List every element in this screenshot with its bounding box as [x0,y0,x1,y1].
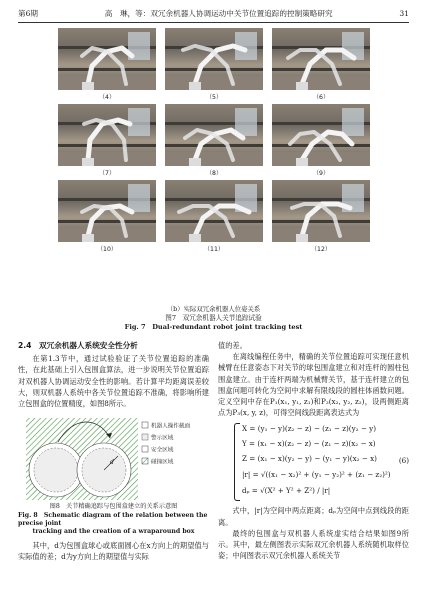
warn-circle-left [34,448,78,492]
figure8-svg [18,412,209,502]
photo-cell [165,28,263,103]
photo-cell [58,28,156,103]
legend-label-safe: 安全区域 [151,447,174,454]
photo-label: （7） [98,170,116,177]
equation-brace [234,423,240,501]
legend-swatch-collision [142,458,148,464]
legend-swatch-warning [142,434,148,440]
figure7-caption [0,314,427,332]
photo-row [58,28,370,103]
issue-number: 第6期 [18,8,39,18]
right-paragraph-3: 最终的包围盒与双机器人系统虚实结合结果如图9所示。其中，最左侧图表示实际双冗余机器人系统随机取样位姿；中间图表示双冗余机器人系统关节 [218,528,409,561]
figure7-caption-en: Fig. 7 Dual-redundant robot joint tracking test [124,323,303,331]
section-heading: 2.4 双冗余机器人系统安全性分析 [18,341,138,350]
photo-cell [165,104,263,179]
robot-pose-photo [165,28,263,90]
robot-pose-photo [272,104,370,166]
legend-swatch-section [142,422,148,428]
robot-pose-photo [58,28,156,90]
equation-number: (6) [398,456,409,466]
photo-label: （6） [312,94,330,101]
figure7-subcaption: （b）实际双冗余机器人位姿关系 [166,305,261,313]
robot-pose-photo [165,180,263,242]
photo-cell [272,104,370,179]
photo-cell [272,28,370,103]
figure7-caption-cn: 图7 双冗余机器人关节追踪试验 [165,314,262,322]
photo-cell [58,180,156,255]
running-title: 高 琳，等：双冗余机器人协调运动中关节位置追踪的控制策略研究 [104,8,333,18]
section-paragraph-2: 其中，d为包围盒球心或底面圆心在x方向上的期望值与实际值的差；d为y方向上的期望值与实际 [18,540,209,562]
equation-r: |r| = √((x₁ − x₂)² + (y₁ − y₂)² + (z₁ − z₂)²) [242,470,391,480]
robot-pose-photo [58,180,156,242]
section-paragraph-1: 在第1.3节中，通过试验验证了关节位置追踪的准确性，在此基础上引入包围盒算法，进一步说明关节位置追踪对双机器人协调运动安全性的影响。若计算平均距离误差较大，则双机器人系统中各关节位置追踪不准确，将影响所建立包围盒的位置精度，如图8所示。 [18,354,209,409]
photo-label: （9） [312,170,330,177]
photo-cell [58,104,156,179]
figure8-caption-cn: 图8 关节精确追踪与包围盒建立的关系示意图 [49,503,178,511]
equation-dp: dₚ = √(X² + Y² + Z²) / |r| [242,486,331,496]
equation-x: X = (y₁ − y)(z₂ − z) − (z₁ − z)(y₂ − y) [242,424,377,434]
right-paragraph-1: 在离线编程任务中，精确的关节位置追踪可实现任意机械臂在任意姿态下对关节的球包围盒建立和对连杆的圆柱包围盒建立。由于连杆两端为机械臂关节，基于连杆建立的包围盒问题可转化为空间中求解有限线段的圆柱体函数问题。定义空间中存在P₁(x₁, y₁, z₁)和P₂(x₂, y₂, z₂)，设两侧距离点为P₃(x, y, z)，可得空间线段距离表达式为 [218,352,409,418]
figure7-photo-grid [58,28,370,256]
running-header [18,6,409,23]
legend-swatch-safe [142,446,148,452]
equation-block [218,421,409,503]
legend-label-section: 机器人操作截面 [151,423,191,430]
photo-label: （11） [203,246,225,253]
figure8-caption-en-2: tracking and the creation of a wraparound box [32,528,195,536]
photo-label: （5） [205,94,223,101]
photo-label: （10） [96,246,118,253]
radius-label: d [110,459,114,467]
photo-cell [165,180,263,255]
figure8-diagram [18,412,209,502]
legend-label-collision: 碰撞区域 [151,459,174,466]
equation-z: Z = (x₁ − x)(y₂ − y) − (y₁ − y)(x₂ − x) [242,454,377,464]
right-paragraph-2: 式中，|r|为空间中两点距离；dₚ为空间中点到线段的距离。 [218,506,409,527]
robot-pose-photo [272,28,370,90]
legend-label-warning: 警示区域 [151,435,174,442]
robot-pose-photo [165,104,263,166]
figure8-caption [18,503,209,537]
left-column [18,340,209,562]
photo-label: （8） [205,170,223,177]
photo-cell [272,180,370,255]
photo-row [58,180,370,255]
right-column [218,340,409,561]
robot-pose-photo [58,104,156,166]
right-para-start: 值的差。 [218,341,247,350]
figure8-caption-en-1: Fig. 8 Schematic diagram of the relation between the precise joint [18,511,208,528]
photo-label: （4） [98,94,116,101]
page-number: 31 [399,8,409,18]
robot-pose-photo [272,180,370,242]
photo-row [58,104,370,179]
equation-y: Y = (x₁ − x)(z₂ − z) − (z₁ − z)(x₂ − x) [242,439,376,449]
photo-label: （12） [310,246,332,253]
